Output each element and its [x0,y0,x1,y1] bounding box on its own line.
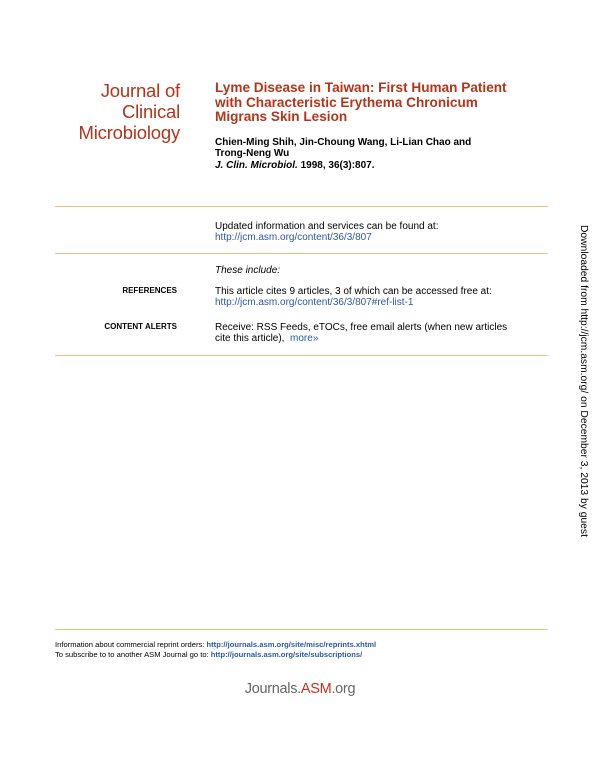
citation-journal: J. Clin. Microbiol. [215,160,298,171]
references-body [215,286,555,309]
journals-logo-suffix: .org [331,681,356,697]
journals-logo-prefix: Journals. [244,681,301,697]
content-alerts-text-line1: Receive: RSS Feeds, eTOCs, free email alerts (when new articles [215,322,508,333]
journal-logo [20,80,180,143]
updated-info-text: Updated information and services can be found at: [215,221,439,232]
subscribe-line [55,650,555,660]
more-link[interactable]: more» [290,333,319,345]
authors [215,137,555,160]
references-label: REFERENCES [122,286,177,295]
references-link[interactable]: http://jcm.asm.org/content/36/3/807#ref-list-1 [215,297,414,309]
divider-top [55,206,548,207]
citation-details: 1998, 36(3):807. [297,160,375,171]
footer-info [55,640,555,660]
article-title-line2: with Characteristic Erythema Chronicum [215,94,478,110]
subscribe-text: To subscribe to to another ASM Journal go to: [55,650,211,659]
content-alerts-text-line2: cite this article), [215,333,285,345]
updated-info-link[interactable]: http://jcm.asm.org/content/36/3/807 [215,232,372,244]
content-alerts-body [215,322,545,345]
article-title [215,81,555,125]
authors-line2: Trong-Neng Wu [215,148,290,160]
reprints-link[interactable]: http://journals.asm.org/site/misc/reprints.xhtml [206,640,377,649]
content-alerts-label: CONTENT ALERTS [104,322,177,331]
journal-logo-line2: Clinical Microbiology [78,101,180,143]
reprints-text: Information about commercial reprint orders: [55,640,207,649]
authors-line1: Chien-Ming Shih, Jin-Choung Wang, Li-Lian Chao and [215,137,472,148]
divider-middle [55,253,548,254]
article-title-line1: Lyme Disease in Taiwan: First Human Patient [215,80,507,95]
subscribe-link[interactable]: http://journals.asm.org/site/subscriptions/ [210,650,363,659]
content-alerts-text-line2-wrap [215,333,545,344]
journals-logo-asm: ASM [300,681,332,697]
reprints-line [55,640,555,650]
updated-info [215,221,555,244]
journals-asm-logo[interactable] [0,681,600,697]
download-notice: Downloaded from http://jcm.asm.org/ on December 3, 2013 by guest [578,225,589,537]
divider-bottom [55,355,548,356]
citation [215,160,555,171]
journal-logo-line1: Journal of [100,80,180,101]
divider-footer [55,629,548,630]
these-include-label: These include: [215,265,281,276]
article-title-line3: Migrans Skin Lesion [215,109,348,124]
references-text: This article cites 9 articles, 3 of which can be accessed free at: [215,286,492,297]
